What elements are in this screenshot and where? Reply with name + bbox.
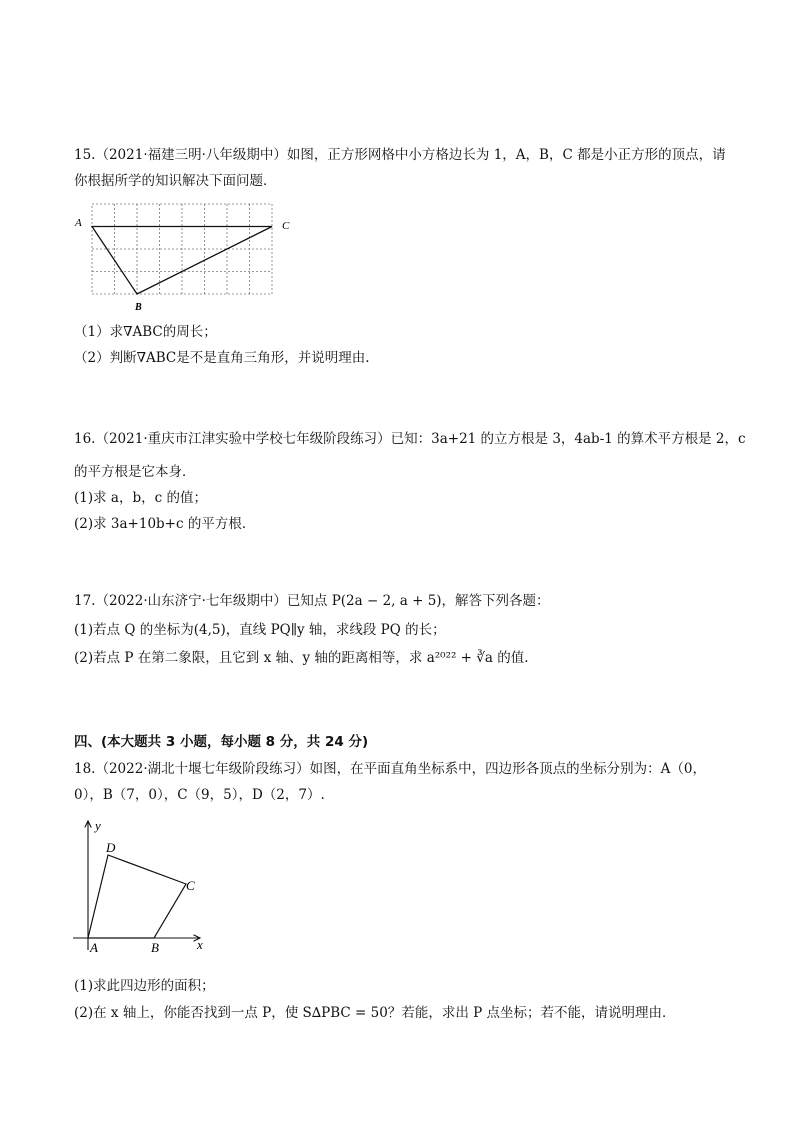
q18-line2: 0），B（7，0），C（9，5），D（2，7）. (74, 787, 325, 803)
label-b: B (135, 302, 142, 313)
q15-grid-triangle-figure (70, 198, 300, 314)
q16-line1: 16.（2021·重庆市江津实验中学校七年级阶段练习）已知：3a+21 的立方根是 3，4ab-1 的算术平方根是 2，c (74, 431, 746, 447)
label-d: D (106, 840, 116, 855)
q17-sub2: (2)若点 P 在第二象限，且它到 x 轴、y 轴的距离相等，求 a²⁰²² + ∛a 的值. (74, 650, 529, 666)
q15-sub1: （1）求∇ABC的周长； (74, 324, 217, 340)
q18-sub1: (1)求此四边形的面积； (74, 978, 215, 994)
q18-line1: 18.（2022·湖北十堰七年级阶段练习）如图，在平面直角坐标系中，四边形各顶点的坐标分别为：A（0， (74, 761, 706, 777)
q18-sub2: (2)在 x 轴上，你能否找到一点 P，使 S∆PBC = 50？若能，求出 P 点坐标；若不能，请说明理由． (74, 1005, 676, 1021)
label-c: C (282, 220, 290, 232)
axis-label-x: x (197, 937, 203, 952)
q15-line2: 你根据所学的知识解决下面问题． (74, 173, 277, 189)
q16-sub1: (1)求 a，b，c 的值； (74, 490, 207, 506)
q17-line1: 17.（2022·山东济宁·七年级期中）已知点 P(2a − 2, a + 5)，解答下列各题： (74, 593, 550, 609)
section-4-heading: 四、(本大题共 3 小题，每小题 8 分，共 24 分) (74, 734, 369, 750)
label-a: A (90, 940, 98, 955)
q15-sub2: （2）判断∇ABC是不是直角三角形，并说明理由. (74, 350, 370, 366)
q18-coordinate-figure (68, 815, 213, 955)
q15-line1: 15.（2021·福建三明·八年级期中）如图，正方形网格中小方格边长为 1，A，B，C 都是小正方形的顶点，请 (74, 147, 726, 163)
quadrilateral-abcd (88, 855, 186, 938)
label-b: B (151, 940, 159, 955)
grid-lines (92, 204, 272, 294)
axis-label-y: y (95, 818, 101, 833)
q16-sub2: (2)求 3a+10b+c 的平方根． (74, 516, 256, 532)
label-a: A (75, 217, 82, 229)
label-c: C (186, 878, 195, 893)
q16-line2: 的平方根是它本身． (74, 464, 196, 480)
q17-sub1: (1)若点 Q 的坐标为(4,5)，直线 PQ∥y 轴，求线段 PQ 的长； (74, 622, 446, 638)
